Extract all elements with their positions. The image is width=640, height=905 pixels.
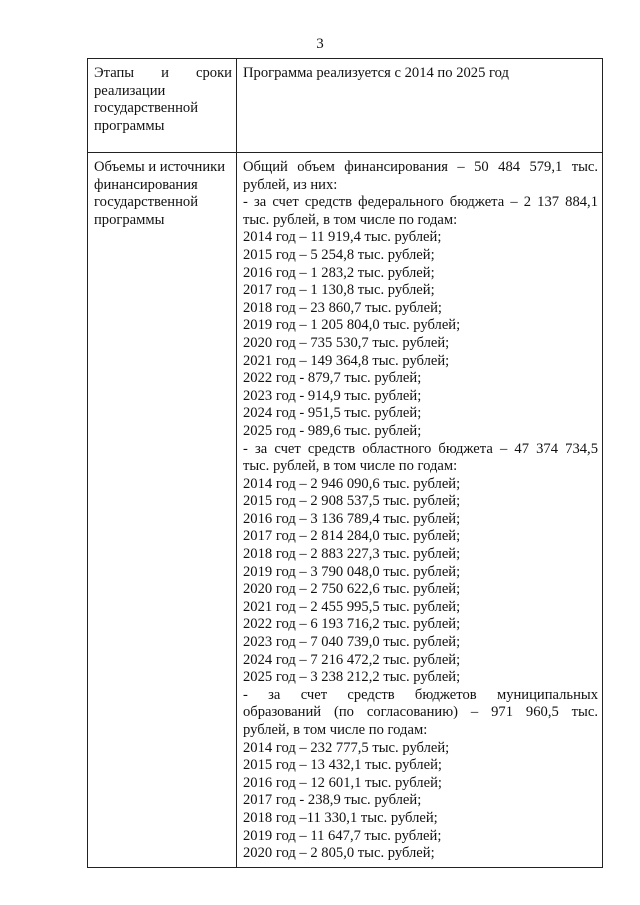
label-line: Этапы и сроки — [94, 65, 232, 81]
funding-line: 2020 год – 2 750 622,6 тыс. рублей; — [243, 581, 461, 598]
funding-line: 2014 год – 232 777,5 тыс. рублей; — [243, 739, 450, 756]
funding-line: 2018 год –11 330,1 тыс. рублей; — [243, 809, 438, 826]
funding-line: 2017 год - 238,9 тыс. рублей; — [243, 792, 422, 809]
funding-line: 2017 год – 2 814 284,0 тыс. рублей; — [243, 528, 461, 545]
label-line: государственной — [94, 194, 199, 211]
funding-line: 2023 год - 914,9 тыс. рублей; — [243, 387, 422, 404]
funding-line: 2021 год – 2 455 995,5 тыс. рублей; — [243, 598, 461, 615]
funding-line: 2017 год – 1 130,8 тыс. рублей; — [243, 282, 435, 299]
label-line: финансирования — [94, 176, 198, 193]
label-cell-stages — [88, 59, 237, 153]
label-line: программы — [94, 211, 165, 228]
funding-line: - за счет средств областного бюджета – 47 374 734,5 — [243, 440, 598, 457]
label-line: программы — [94, 117, 165, 134]
funding-line: 2024 год – 7 216 472,2 тыс. рублей; — [243, 651, 461, 668]
funding-line: 2021 год – 149 364,8 тыс. рублей; — [243, 352, 450, 369]
funding-line: 2023 год – 7 040 739,0 тыс. рублей; — [243, 634, 461, 651]
funding-line: Общий объем финансирования – 50 484 579,1 тыс. — [243, 159, 598, 175]
value-text: Программа реализуется с 2014 по 2025 год — [243, 65, 509, 81]
funding-line: тыс. рублей, в том числе по годам: — [243, 211, 458, 228]
funding-line: 2019 год – 3 790 048,0 тыс. рублей; — [243, 563, 461, 580]
funding-line: 2016 год – 1 283,2 тыс. рублей; — [243, 264, 435, 281]
page-number: 3 — [316, 36, 324, 52]
funding-line: 2015 год – 2 908 537,5 тыс. рублей; — [243, 493, 461, 510]
funding-line: - за счет средств бюджетов муниципальных — [243, 686, 598, 703]
funding-line: 2018 год – 2 883 227,3 тыс. рублей; — [243, 546, 461, 563]
funding-line: 2025 год - 989,6 тыс. рублей; — [243, 422, 422, 439]
label-cell-funding — [88, 153, 237, 868]
funding-line: 2022 год – 6 193 716,2 тыс. рублей; — [243, 616, 461, 633]
value-cell-funding — [237, 153, 603, 868]
value-cell-stages — [237, 59, 603, 153]
label-line: Объемы и источники — [94, 159, 226, 175]
funding-line: образований (по согласованию) – 971 960,5 тыс. — [243, 704, 598, 721]
funding-line: 2014 год – 11 919,4 тыс. рублей; — [243, 229, 442, 246]
funding-line: 2015 год – 13 432,1 тыс. рублей; — [243, 757, 442, 774]
funding-line: 2024 год - 951,5 тыс. рублей; — [243, 405, 422, 422]
funding-line: 2025 год – 3 238 212,2 тыс. рублей; — [243, 669, 461, 686]
funding-line: 2019 год – 1 205 804,0 тыс. рублей; — [243, 317, 461, 334]
funding-line: 2022 год - 879,7 тыс. рублей; — [243, 370, 422, 387]
funding-line: рублей, из них: — [243, 176, 338, 193]
funding-line: 2016 год – 3 136 789,4 тыс. рублей; — [243, 510, 461, 527]
passport-table — [87, 58, 603, 868]
funding-line: 2015 год – 5 254,8 тыс. рублей; — [243, 246, 435, 263]
funding-line: 2019 год – 11 647,7 тыс. рублей; — [243, 827, 442, 844]
table-row-stages — [88, 59, 603, 153]
funding-line: тыс. рублей, в том числе по годам: — [243, 458, 458, 475]
funding-line: 2020 год – 2 805,0 тыс. рублей; — [243, 845, 435, 862]
funding-line: рублей, в том числе по годам: — [243, 722, 428, 738]
funding-line: - за счет средств федерального бюджета – 2 137 884,1 — [243, 194, 598, 211]
funding-line: 2016 год – 12 601,1 тыс. рублей; — [243, 774, 442, 791]
funding-line: 2018 год – 23 860,7 тыс. рублей; — [243, 299, 442, 316]
label-line: реализации — [94, 82, 166, 99]
funding-line: 2014 год – 2 946 090,6 тыс. рублей; — [243, 475, 461, 492]
table-row-funding — [88, 153, 603, 868]
label-line: государственной — [94, 100, 199, 117]
funding-line: 2020 год – 735 530,7 тыс. рублей; — [243, 334, 450, 351]
